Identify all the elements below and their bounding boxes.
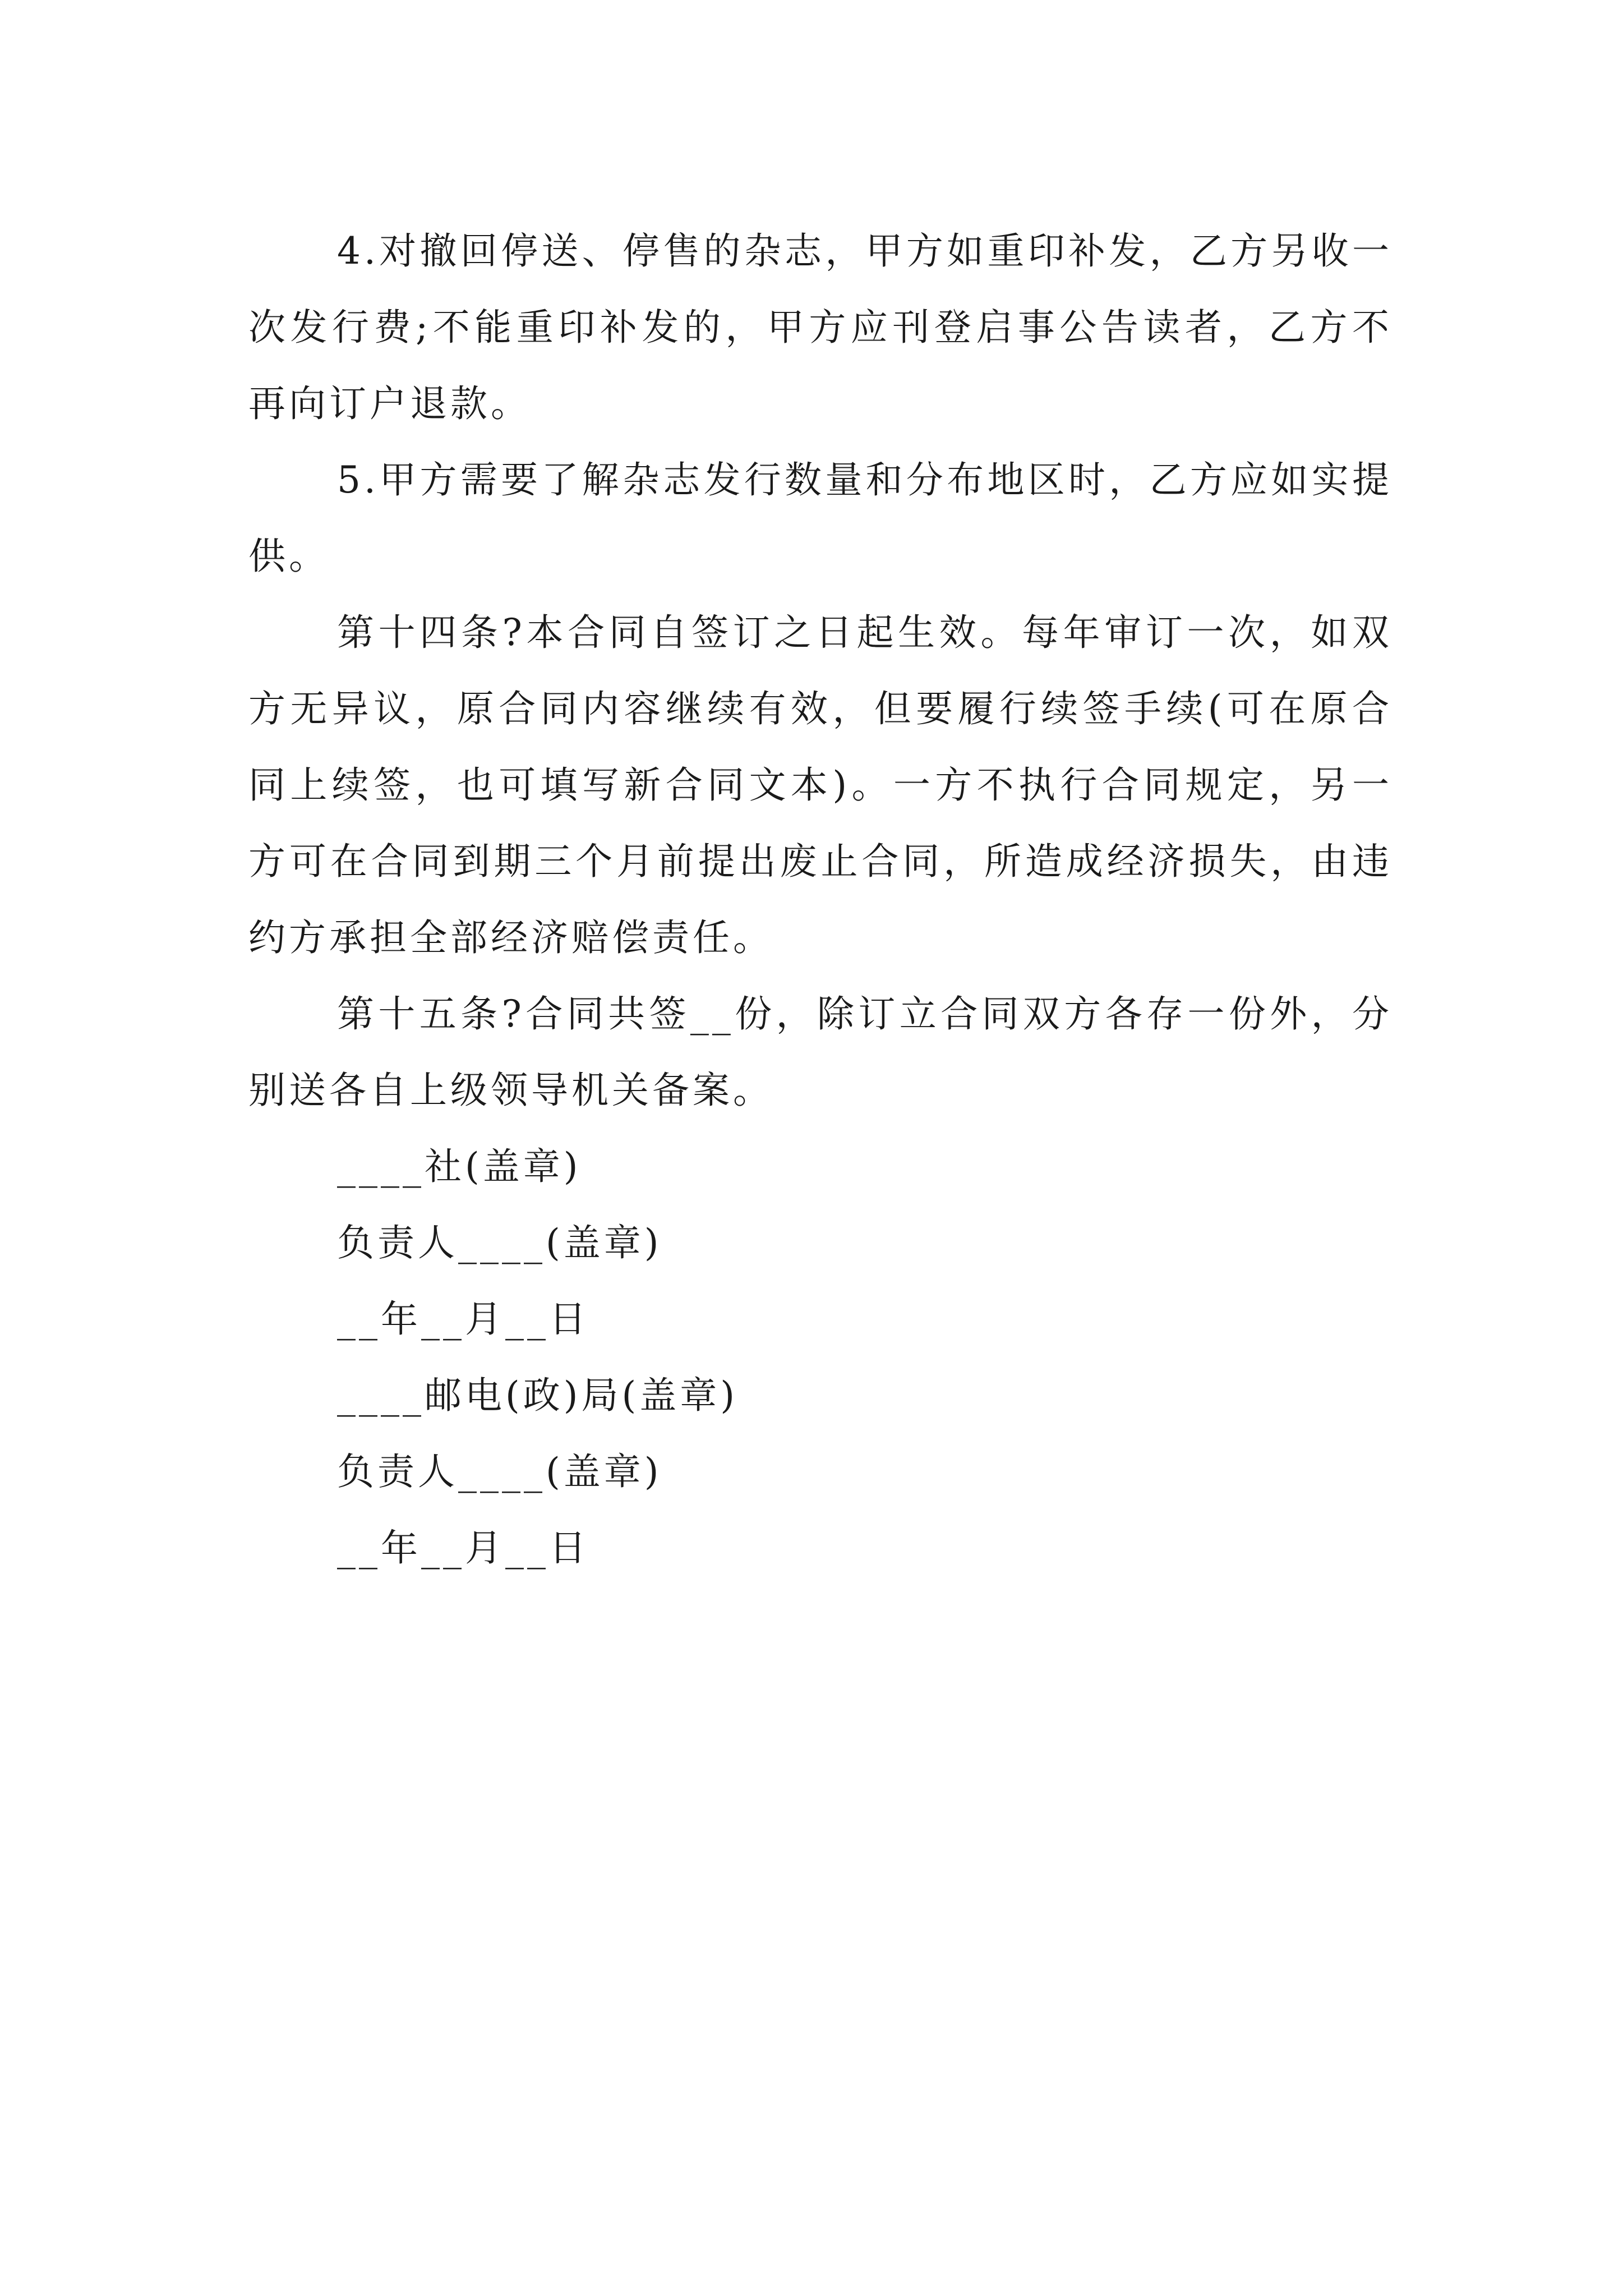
paragraph-article-14: 第十四条?本合同自签订之日起生效。每年审订一次，如双方无异议，原合同内容继续有效，但要履行续签手续(可在原合同上续签，也可填写新合同文本)。一方不执行合同规定，另一方可在合同到期三个月前提出废止合同，所造成经济损失，由违约方承担全部经济赔偿责任。 — [248, 611, 1393, 959]
signature-party-a-responsible: 负责人____(盖章) — [337, 1221, 662, 1264]
signature-party-a-date: __年__月__日 — [337, 1297, 589, 1341]
signature-party-b-date: __年__月__日 — [337, 1526, 589, 1570]
document-body — [248, 213, 1393, 1586]
paragraph-clause-4: 4.对撤回停送、停售的杂志，甲方如重印补发，乙方另收一次发行费;不能重印补发的，甲方应刊登启事公告读者，乙方不再向订户退款。 — [248, 229, 1393, 425]
paragraph-clause-5: 5.甲方需要了解杂志发行数量和分布地区时，乙方应如实提供。 — [248, 458, 1393, 578]
signature-party-b-seal: ____邮电(政)局(盖章) — [337, 1374, 738, 1417]
signature-block — [248, 1129, 1393, 1586]
paragraph-article-15: 第十五条?合同共签__份，除订立合同双方各存一份外，分别送各自上级领导机关备案。 — [248, 992, 1393, 1112]
signature-party-a-seal: ____社(盖章) — [337, 1145, 582, 1188]
signature-party-b-responsible: 负责人____(盖章) — [337, 1450, 662, 1493]
